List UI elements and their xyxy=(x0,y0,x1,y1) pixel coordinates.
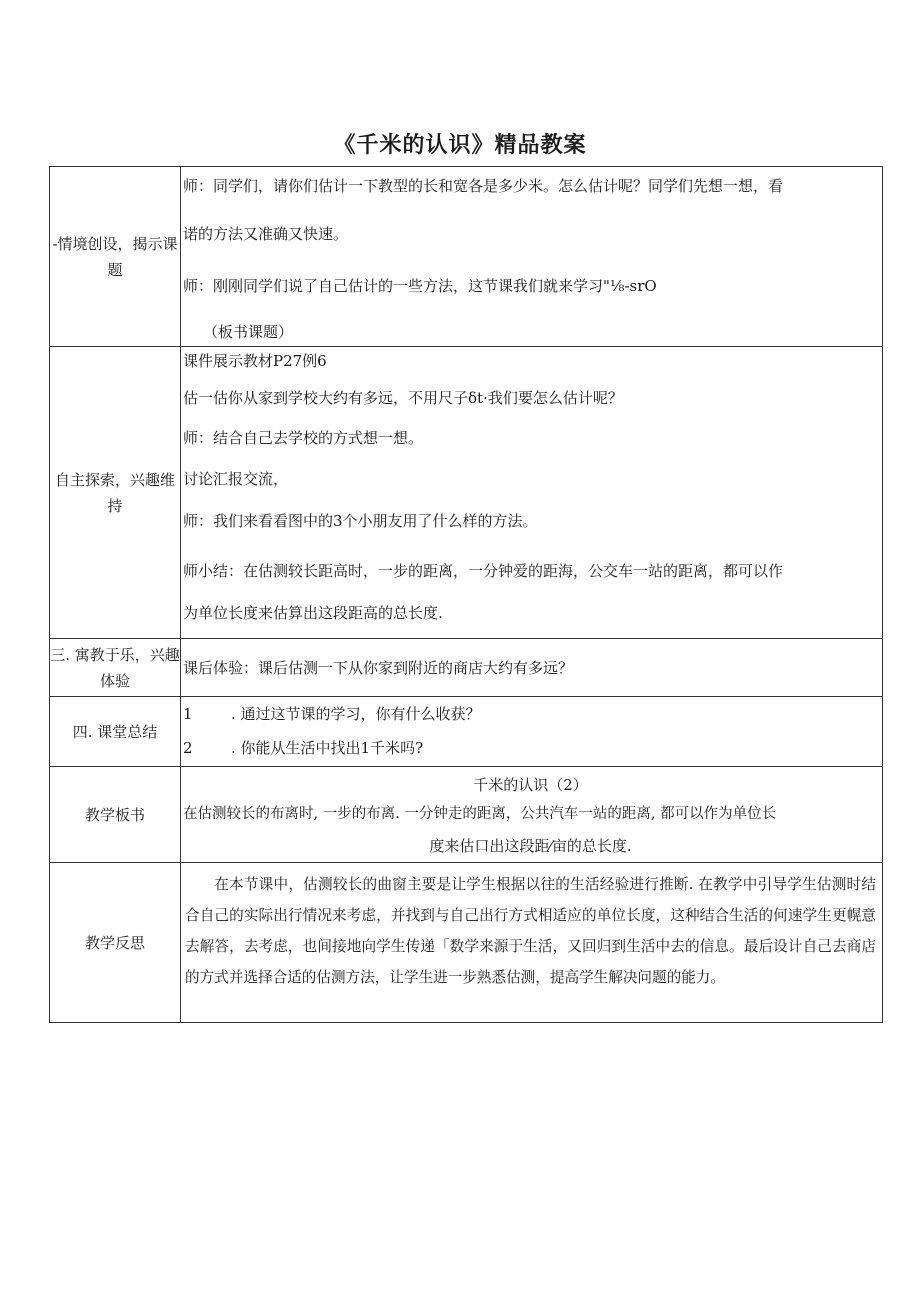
item-number: 2 xyxy=(183,739,193,757)
page-title: 《千米的认识》精品教案 xyxy=(333,133,587,158)
content-line: 课后体验：课后估测一下从你家到附近的商店大约有多远？ xyxy=(183,658,574,677)
content-line: 师：我们来看看图中的3个小朋友用了什么样的方法。 xyxy=(183,512,538,530)
item-number: 1 xyxy=(183,705,193,723)
list-item xyxy=(183,701,878,727)
item-text: . 通过这节课的学习，你有什么收获？ xyxy=(231,705,481,723)
content-line: （板书课题） xyxy=(203,323,294,341)
section-label: 三. 寓教于乐，兴趣体验 xyxy=(50,639,181,697)
content-line: 师：刚刚同学们说了自己估计的一些方法，这节课我们就来学习"⅛-srO xyxy=(183,277,657,295)
item-text: . 你能从生活中找出1千米吗? xyxy=(231,739,424,757)
table-row xyxy=(50,347,883,639)
content-line: 在估测较长的布离时, 一步的布离. 一分钟走的距离，公共汽车一站的距离, 都可以作为单位长 xyxy=(183,806,777,822)
section-content xyxy=(181,863,883,1023)
content-line: 课件展示教材P27例6 xyxy=(183,352,327,370)
table-row xyxy=(50,767,883,863)
section-label: 教学板书 xyxy=(50,767,181,863)
section-content xyxy=(181,639,883,697)
table-row xyxy=(50,639,883,697)
section-content xyxy=(181,167,883,347)
board-heading: 千米的认识（2） xyxy=(473,776,588,794)
content-line: 估一估你从家到学校大约有多远，不用尺子δt·我们要怎么估计呢？ xyxy=(183,389,623,407)
table-row xyxy=(50,167,883,347)
content-line: 讨论汇报交流， xyxy=(183,470,289,488)
list-item xyxy=(183,735,878,761)
table-row xyxy=(50,697,883,767)
content-line: 度来估口出这段距⁄亩的总长度. xyxy=(429,837,632,855)
section-content xyxy=(181,347,883,639)
section-content xyxy=(181,697,883,767)
table-row xyxy=(50,863,883,1023)
section-label: 教学反思 xyxy=(50,863,181,1023)
content-line: 师：结合自己去学校的方式想一想。 xyxy=(183,429,424,447)
section-content xyxy=(181,767,883,863)
section-label: -情境创设，揭示课题 xyxy=(50,167,181,347)
reflection-paragraph: 在本节课中，估测较长的曲窗主要是让学生根据以往的生活经验进行推断. 在教学中引导学生估测时结合自己的实际出行情况来考虑，并找到与自己出行方式相适应的单位长度，这种结合生活的何速学生更幌意去解答，去考虑，也间接地向学生传递「数学来源于生活，又回归到生活中去的信息。最后设计自己去商店的方式并选择合适的估测方法，让学生进一步熟悉估测，提高学生解决问题的能力。 xyxy=(185,876,876,986)
content-line: 为单位长度来估算出这段距高的总长度. xyxy=(183,604,443,622)
content-line: 师：同学们，请你们估计一下教型的长和宽各是多少米。怎么估计呢？同学们先想一想，看 xyxy=(183,177,784,195)
content-line: 师小结：在估测较长距高时，一步的距离，一分钟爱的距海，公交车一站的距离，都可以作 xyxy=(183,562,784,580)
section-label: 四. 课堂总结 xyxy=(50,697,181,767)
lesson-plan-table xyxy=(49,166,883,1023)
content-line: 诺的方法又准确又快速。 xyxy=(183,225,349,243)
section-label: 自主探索，兴趣维持 xyxy=(50,347,181,639)
